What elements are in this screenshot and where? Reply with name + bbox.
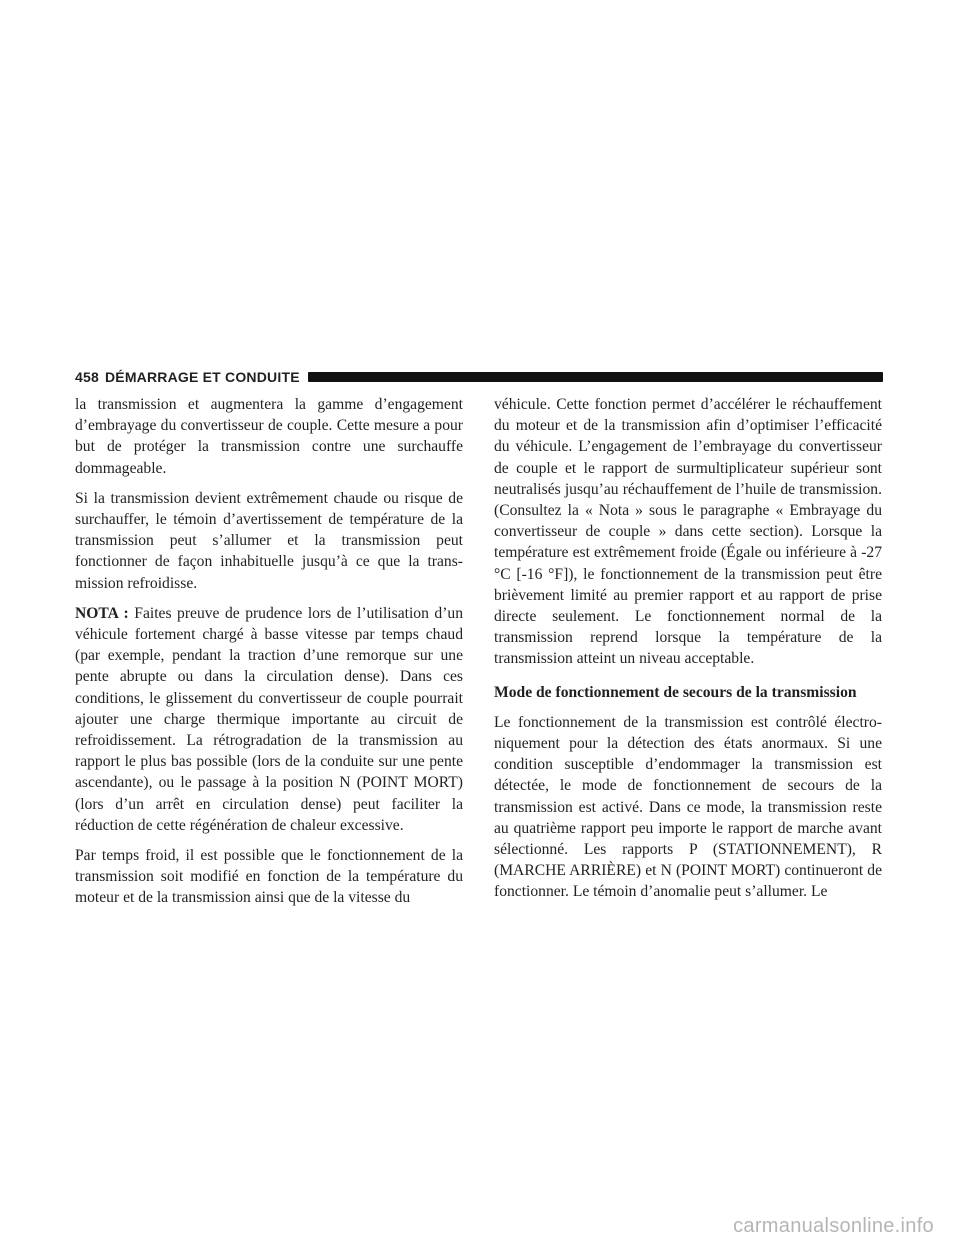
nota-text: Faites preuve de prudence lors de l’utilisation d’un véhicule fortement chargé à basse vitesse par temps chaud (par exemple, pendant la traction d’une remorque sur une pente abrupte ou dans la circulation dense). Dans ces conditions, le glissement du convertisseur de couple pourrait ajouter une charge thermique importante au circuit de refroidissement. La rétrogradation de la transmission au rapport le plus bas possible (lors de la conduite sur une pente ascendante), ou le passage à la position N (POINT MORT) (lors d’un arrêt en circulation dense) peut faciliter la réduction de cette régénération de chaleur excessive. xyxy=(75,604,463,834)
left-column xyxy=(75,394,463,918)
watermark: carmanualsonline.info xyxy=(733,1215,934,1237)
page-header xyxy=(75,366,883,388)
section-title: DÉMARRAGE ET CONDUITE xyxy=(104,369,300,385)
right-column xyxy=(494,394,882,912)
page-number: 458 xyxy=(75,369,99,385)
section-subheading: Mode de fonctionnement de secours de la transmission xyxy=(494,683,857,701)
paragraph: Par temps froid, il est possible que le fonctionnement de la transmission soit modifié en fonction de la température du moteur et de la transmission ainsi que de la vitesse du xyxy=(75,847,463,907)
header-rule xyxy=(308,372,883,382)
paragraph: la transmission et augmentera la gamme d’engagement d’embrayage du convertisseur de couple. Cette mesure a pour but de protéger la transmission contre une surchauffe dommageable. xyxy=(75,396,463,477)
paragraph: Si la transmission devient extrêmement chaude ou risque de surchauffer, le témoin d’avertissement de température de la transmission peut s’allumer et la transmission peut fonctionner de façon inhabituelle jusqu’à ce que la transmission refroidisse. xyxy=(75,489,463,592)
paragraph: véhicule. Cette fonction permet d’accélérer le réchauffement du moteur et de la transmission afin d’optimiser l’efficacité du véhicule. L’engagement de l’embrayage du convertisseur de couple et le rapport de surmultiplicateur supérieur sont neutralisés jusqu’au réchauffement de l’huile de transmission. (Consultez la « Nota » sous le paragraphe « Embrayage du convertisseur de couple » dans cette section). Lorsque la température est extrêmement froide (Égale ou inférieure à -27 °C [-16 °F]), le fonctionnement de la transmission peut être brièvement limité au premier rapport et au rapport de prise directe seulement. Le fonctionnement normal de la transmission reprend lorsque la température de la transmission atteint un niveau acceptable. xyxy=(494,396,882,668)
nota-paragraph xyxy=(75,603,463,836)
paragraph: Le fonctionnement de la transmission est contrôlé électroniquement pour la détection des états anormaux. Si une condition susceptible d’endommager la transmission est détectée, le mode de fonctionnement de secours de la transmission est activé. Dans ce mode, la transmission reste au quatrième rapport peu importe le rapport de marche avant sélectionné. Les rapports P (STATIONNEMENT), R (MARCHE ARRIÈRE) et N (POINT MORT) continueront de fonctionner. Le témoin d’anomalie peut s’allumer. Le xyxy=(494,713,882,901)
nota-label: NOTA : xyxy=(75,604,129,622)
